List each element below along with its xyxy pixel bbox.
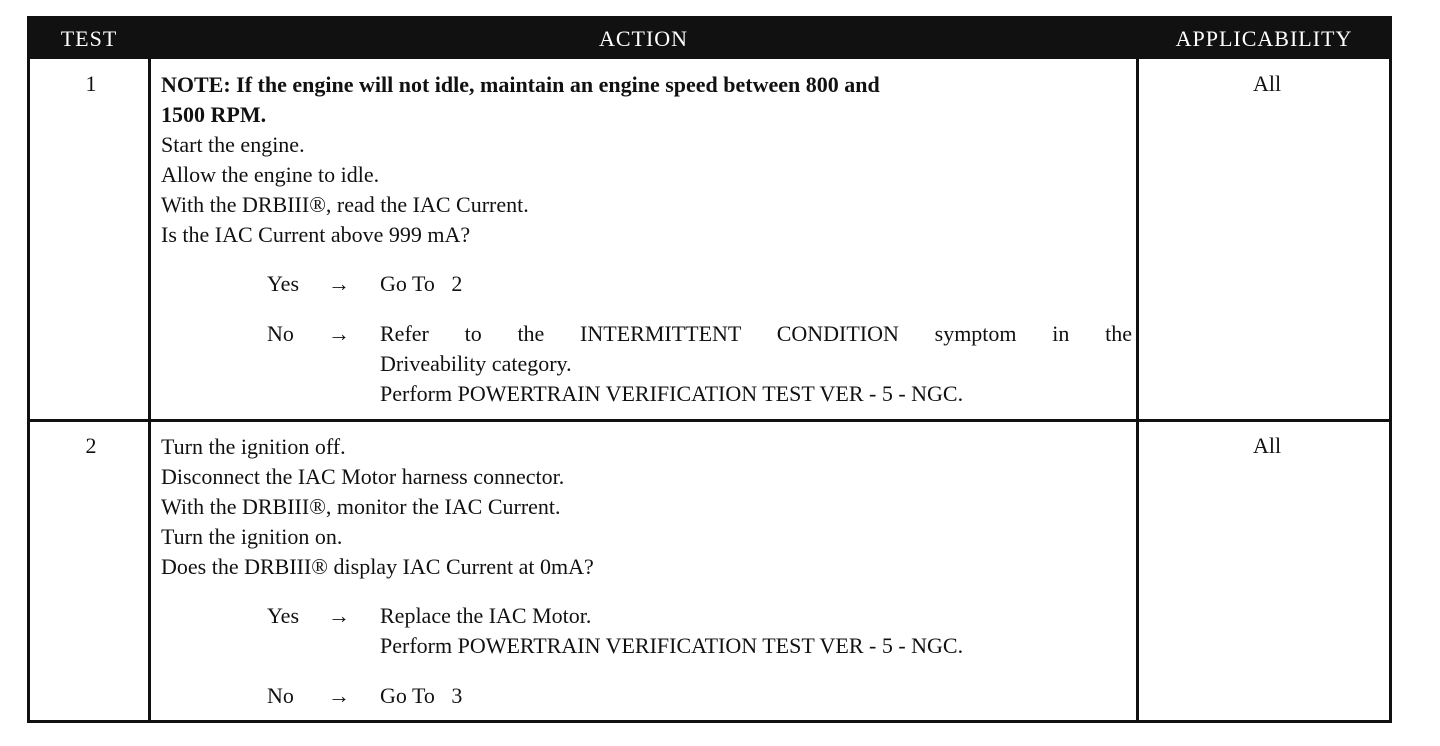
action-text-2	[161, 432, 1136, 582]
header-applicability: APPLICABILITY	[1175, 26, 1353, 51]
result-line: Driveability category.	[380, 351, 572, 376]
step-line: With the DRBIII®, monitor the IAC Current.	[161, 494, 561, 519]
arrow-icon: →	[328, 603, 350, 628]
result-line: Go To 2	[380, 271, 463, 296]
test-number-1: 1	[85, 71, 97, 96]
note-line: 1500 RPM.	[161, 102, 267, 127]
step-line: Turn the ignition off.	[161, 434, 346, 459]
step-line: Allow the engine to idle.	[161, 162, 380, 187]
result-line: Perform POWERTRAIN VERIFICATION TEST VER - 5 - NGC.	[380, 633, 964, 658]
no-label: No	[267, 683, 294, 708]
test-number-2: 2	[85, 433, 97, 458]
action-text-1	[161, 70, 1136, 250]
step-line: Start the engine.	[161, 132, 305, 157]
yes-result	[380, 269, 1132, 299]
row-divider	[30, 419, 1389, 422]
header-test: TEST	[60, 26, 118, 51]
result-line: Go To 3	[380, 683, 463, 708]
result-line: Replace the IAC Motor.	[380, 603, 592, 628]
column-divider-action	[1136, 59, 1139, 720]
column-divider-test	[148, 59, 151, 720]
table-header	[30, 19, 1389, 59]
diagnostic-test-table	[27, 16, 1392, 723]
applicability-1: All	[1252, 71, 1282, 96]
arrow-icon: →	[328, 683, 350, 708]
no-result	[380, 319, 1132, 409]
no-label: No	[267, 321, 294, 346]
arrow-icon: →	[328, 321, 350, 346]
step-line: Turn the ignition on.	[161, 524, 343, 549]
applicability-2: All	[1252, 433, 1282, 458]
step-line: With the DRBIII®, read the IAC Current.	[161, 192, 529, 217]
result-line: Refer to the INTERMITTENT CONDITION symptom in the	[380, 321, 1132, 346]
arrow-icon: →	[328, 271, 350, 296]
no-result	[380, 681, 1132, 711]
note-line: NOTE: If the engine will not idle, maintain an engine speed between 800 and	[161, 72, 880, 97]
header-action: ACTION	[598, 26, 689, 51]
yes-label: Yes	[267, 271, 300, 296]
step-line: Is the IAC Current above 999 mA?	[161, 222, 471, 247]
yes-result	[380, 601, 1132, 661]
step-line: Does the DRBIII® display IAC Current at 0mA?	[161, 554, 594, 579]
result-line: Perform POWERTRAIN VERIFICATION TEST VER - 5 - NGC.	[380, 381, 964, 406]
yes-label: Yes	[267, 603, 300, 628]
step-line: Disconnect the IAC Motor harness connector.	[161, 464, 565, 489]
